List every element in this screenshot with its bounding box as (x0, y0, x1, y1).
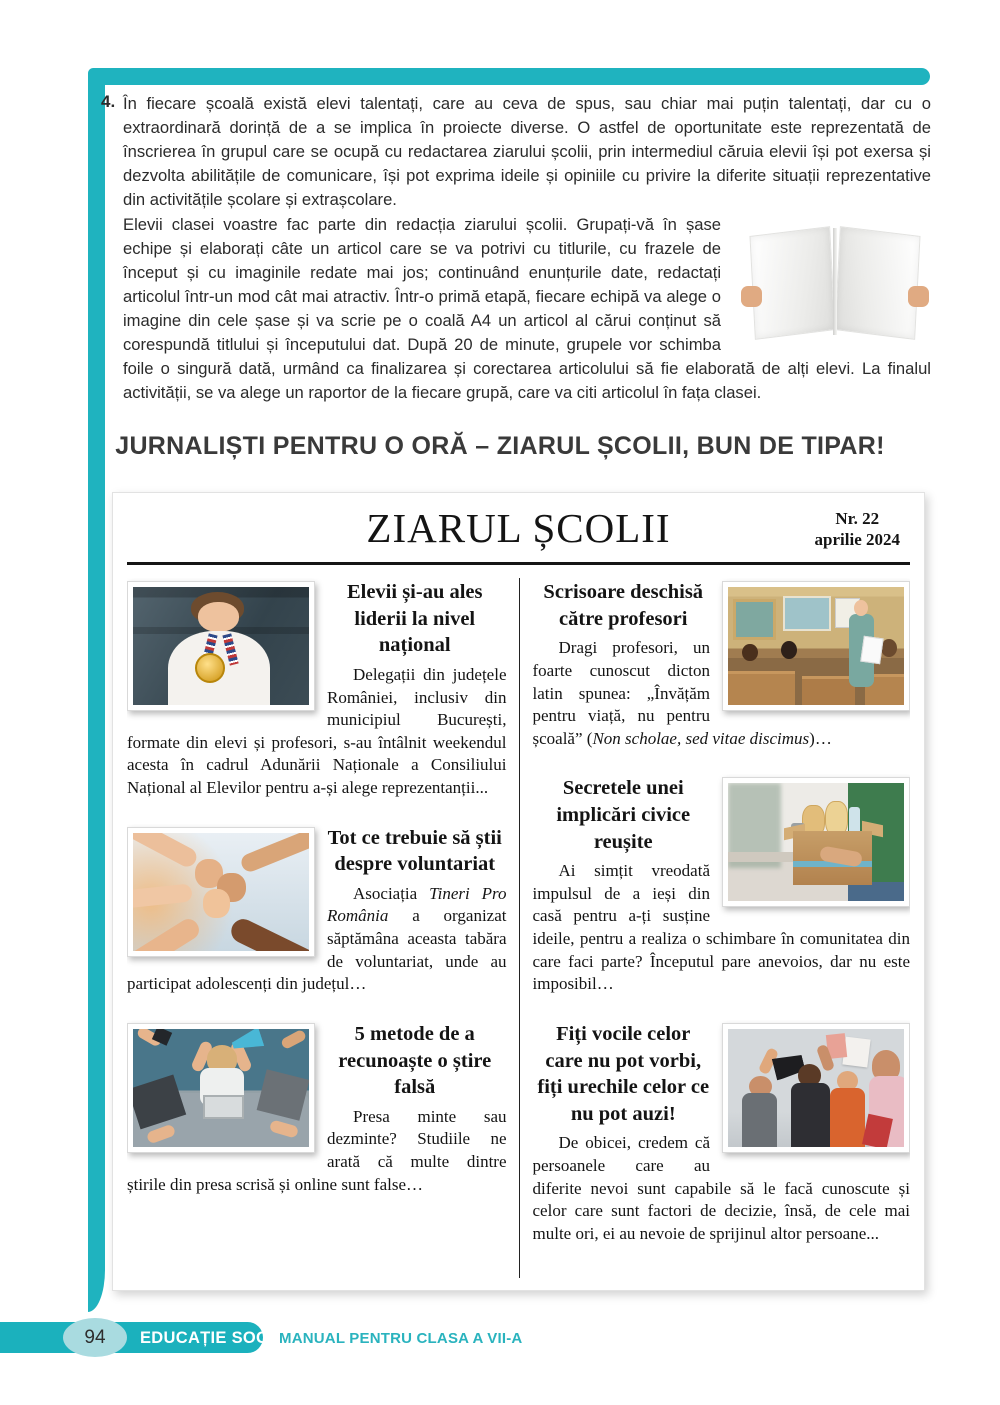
article-text: Dragi profesori, un foarte cunoscut dicton latin spunea: „Învățăm pentru viață, nu pentru școală” ( (532, 638, 710, 748)
article-title: Secretele unei implicări civice reușite (556, 777, 691, 853)
student-head-shape (781, 641, 797, 659)
activity-title: JURNALIȘTI PENTRU O ORĂ – ZIARUL ȘCOLII, BUN DE TIPAR! (115, 432, 885, 460)
article-title: Elevii și-au ales liderii la nivel național (346, 581, 483, 657)
jeans-shape (848, 882, 904, 901)
student-head-shape (881, 639, 897, 657)
hand-shape (280, 1029, 307, 1049)
newspaper-fold (833, 228, 838, 336)
fist-bump-image (133, 833, 309, 951)
newspaper-title: ZIARUL ȘCOLII (366, 505, 671, 551)
article-text: a organizat săptămâna aceasta tabăra de voluntariat, unde au participat adolescenți din județul… (127, 906, 507, 994)
article-open-letter (533, 578, 911, 750)
article-be-the-voice (533, 1020, 911, 1246)
food-donation-box-photo (722, 777, 910, 907)
newspaper-column-right (519, 578, 911, 1278)
table-shape (728, 852, 802, 863)
article-title: Scrisoare deschisă către profesori (543, 581, 704, 630)
protester-body-shape (830, 1088, 865, 1147)
protester-body-shape (791, 1083, 830, 1147)
article-text: Asociația (353, 883, 430, 903)
newspaper-right-page (834, 226, 920, 340)
tablet-shape (203, 1095, 244, 1119)
board-shape (783, 596, 831, 631)
issue-number: Nr. 22 (835, 509, 880, 528)
overwhelmed-image (133, 1029, 309, 1147)
article-text: Delegații din județele României, inclusiv din municipiul București, formate din elevi și profesori, s-au întâlnit weekendul acesta în cadrul Adunării Naționale a Consiliului Național al Elevilor pentru a-și alege reprezentanții... (127, 664, 507, 797)
student-head-shape (742, 644, 758, 662)
arm-shape (133, 915, 203, 950)
article-fake-news (127, 1020, 507, 1196)
task-number: 4. (101, 92, 116, 111)
chalkboard-shape (733, 599, 776, 640)
newspaper-columns (127, 578, 910, 1278)
article-text: Ai simțit vreodată impulsul de a ieși din casă pentru a-ți susține ideile, pentru a realiza o schimbare în comunitatea din care faci parte? Începutul pare anevoios, dar nu este imposibil… (532, 861, 910, 994)
paper-shape (860, 635, 883, 663)
newspaper-issue (815, 508, 900, 551)
footer-manual-label: MANUAL PENTRU CLASA A VII-A (279, 1330, 523, 1347)
article-text: )… (809, 728, 832, 748)
hands-fist-bump-photo (127, 827, 315, 957)
task-paragraph: În fiecare școală există elevi talentați, care au ceva de spus, sau chiar mai puțin talentați, dar cu o extraordinară dorință de a se implica în proiecte diverse. O astfel de oportunitate este reprezentată de înscrierea în grupul care se ocupă cu redactarea ziarului școlii, prin intermediul căruia elevii își pot exersa și dezvolta abilitățile de comunicare, își pot exprima ideile și opiniile cu privire la diferite situații reprezentative din activitățile școlare și extrașcolare. (123, 94, 931, 210)
arm-shape (133, 833, 200, 870)
article-title: Fiți vocile celor care nu pot vorbi, fiți urechile celor ce nu pot auzi! (537, 1022, 710, 1125)
arm-shape (238, 833, 309, 874)
newspaper-masthead (127, 501, 910, 557)
right-hand-shape (908, 286, 929, 308)
donation-box-image (728, 783, 904, 901)
teacher-in-classroom-photo (722, 581, 910, 711)
article-volunteering (127, 824, 507, 996)
newspaper-column-left (127, 578, 519, 1278)
intro-paragraph (123, 213, 931, 405)
protester-body-shape (742, 1093, 777, 1147)
protest-megaphone-photo (722, 1023, 910, 1153)
medal-shape (195, 653, 225, 683)
page-number-badge: 94 (63, 1318, 127, 1357)
school-newspaper (112, 492, 925, 1291)
article-leaders (127, 578, 507, 800)
protest-image (728, 1029, 904, 1147)
article-text: De obicei, credem că persoanele care au diferite nevoi sunt capabile să le facă cunoscute și celor care sunt factori de decizie, însă, de cele mai multe ori, ei au nevoie de sprijinul altor persoane... (532, 1133, 910, 1243)
left-hand-shape (741, 286, 762, 308)
classroom-image (728, 587, 904, 705)
footer-subject: EDUCAȚIE SOCIALĂ (140, 1329, 308, 1347)
boy-with-medal-image (133, 587, 309, 705)
fist-shape (203, 889, 229, 917)
article-civic-involvement (533, 774, 911, 996)
newspaper-left-page (750, 226, 836, 340)
page-frame-left (88, 68, 105, 1312)
article-text: Presa minte sau dezminte? Studiile ne arată că multe dintre știrile din presa scrisă și online sunt false… (127, 1106, 507, 1194)
boy-face-shape (198, 602, 238, 632)
boy-with-medal-photo (127, 581, 315, 711)
intro-text: Elevii clasei voastre fac parte din redacția ziarului școlii. Grupați-vă în șase echipe și elaborați câte un articol care se va potrivi cu titlurile, cu frazele de început și cu imaginile redate mai jos; continuând enunțurile date, redactați articolul într-un mod cât mai atractiv. Într-o primă etapă, fiecare echipă va alege o imagine din cele șase și va scrie pe o coală A4 un articol al cărui conținut să corespundă titlului și începutului dat. După 20 de minute, grupele vor schimba foile o singură dată, urmând ca finalizarea și corectarea articolului să fie elaborată de alți elevi. La finalul activității, se va alege un raportor de la fiecare grupă, care va citi articolul în fața clasei. (123, 215, 931, 403)
overwhelmed-by-devices-photo (127, 1023, 315, 1153)
page-frame-top (88, 68, 930, 85)
desk-shape (728, 671, 795, 705)
article-title: 5 metode de a recunoaște o știre falsă (338, 1022, 492, 1099)
newspaper-in-hands-image (739, 219, 931, 347)
article-title: Tot ce trebuie să știi despre voluntariat (327, 826, 502, 876)
issue-date: aprilie 2024 (814, 530, 900, 550)
article-text-italic: Non scholae, sed vitae discimus (592, 728, 810, 748)
arm-shape (227, 915, 309, 950)
masthead-rule (127, 562, 910, 565)
article-text-italic: Tineri Pro România (327, 883, 507, 926)
arm-shape (133, 883, 194, 908)
desk-shape (802, 676, 855, 705)
